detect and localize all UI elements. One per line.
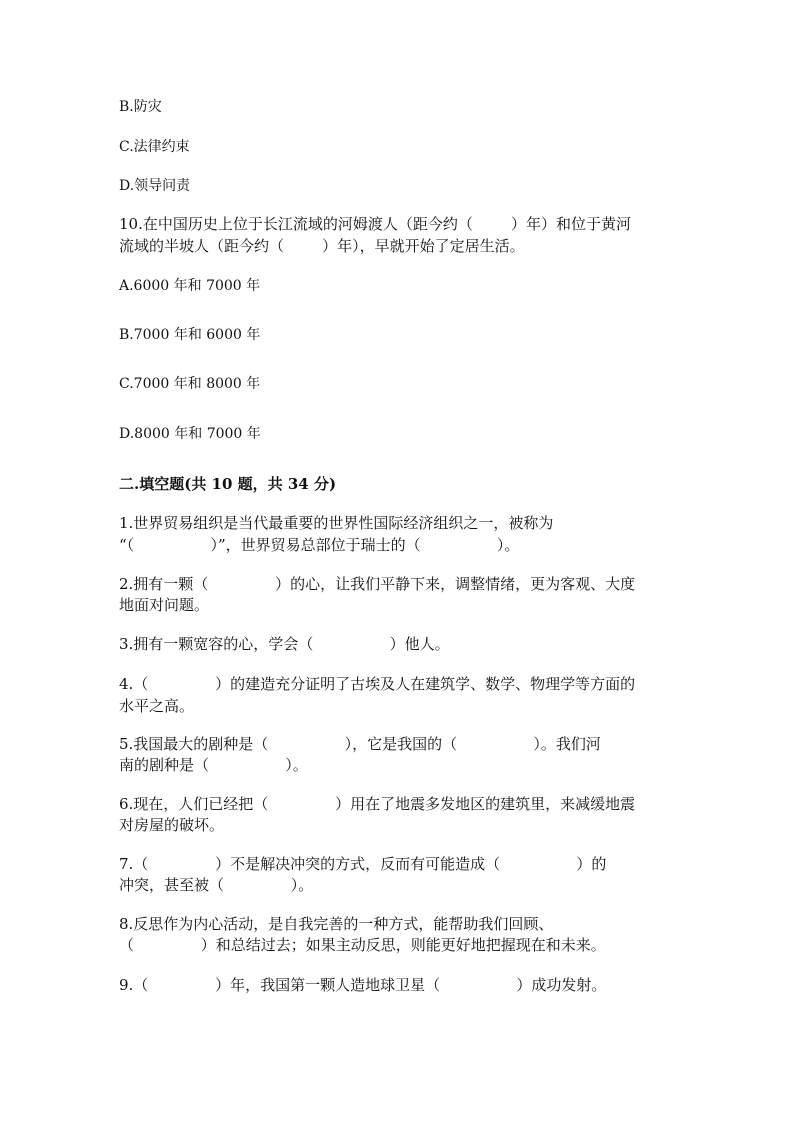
- fill-question-3: 3.拥有一颗宽容的心，学会（ ）他人。: [119, 635, 450, 653]
- fill-question-8-line-2: （ ）和总结过去；如果主动反思，则能更好地把握现在和未来。: [119, 936, 606, 954]
- fill-question-2-line-1: 2.拥有一颗（ ）的心，让我们平静下来，调整情绪，更为客观、大度: [119, 575, 636, 593]
- option-b-q10: B.7000 年和 6000 年: [119, 327, 261, 343]
- fill-question-4-line-1: 4.（ ）的建造充分证明了古埃及人在建筑学、数学、物理学等方面的: [119, 675, 636, 693]
- fill-question-8-line-1: 8.反思作为内心活动，是自我完善的一种方式，能帮助我们回顾、: [119, 915, 554, 933]
- fill-question-9: 9.（ ）年，我国第一颗人造地球卫星（ ）成功发射。: [119, 976, 607, 994]
- option-b-q9: B.防灾: [119, 99, 162, 115]
- fill-question-5-line-2: 南的剧种是（ ）。: [119, 756, 308, 774]
- option-d-q9: D.领导问责: [119, 178, 191, 194]
- fill-question-4-line-2: 水平之高。: [119, 697, 195, 715]
- section-heading: 二.填空题(共 10 题，共 34 分): [119, 475, 337, 493]
- option-a-q10: A.6000 年和 7000 年: [119, 278, 261, 294]
- option-c-q9: C.法律约束: [119, 139, 190, 155]
- fill-question-7-line-2: 冲突，甚至被（ ）。: [119, 876, 314, 894]
- question-10-line-1: 10.在中国历史上位于长江流域的河姆渡人（距今约（ ）年）和位于黄河: [119, 215, 632, 233]
- option-d-q10: D.8000 年和 7000 年: [119, 426, 261, 442]
- question-10-line-2: 流域的半坡人（距今约（ ）年），早就开始了定居生活。: [119, 237, 525, 255]
- fill-question-7-line-1: 7.（ ）不是解决冲突的方式，反而有可能造成（ ）的: [119, 855, 607, 873]
- fill-question-6-line-1: 6.现在，人们已经把（ ）用在了地震多发地区的建筑里，来减缓地震: [119, 795, 636, 813]
- fill-question-1-line-2: “（ ）”，世界贸易总部位于瑞士的（ ）。: [119, 536, 520, 554]
- fill-question-1-line-1: 1.世界贸易组织是当代最重要的世界性国际经济组织之一，被称为: [119, 514, 554, 532]
- option-c-q10: C.7000 年和 8000 年: [119, 376, 261, 392]
- fill-question-5-line-1: 5.我国最大的剧种是（ ），它是我国的（ ）。我们河: [119, 735, 601, 753]
- fill-question-6-line-2: 对房屋的破坏。: [119, 816, 225, 834]
- fill-question-2-line-2: 地面对问题。: [119, 596, 210, 614]
